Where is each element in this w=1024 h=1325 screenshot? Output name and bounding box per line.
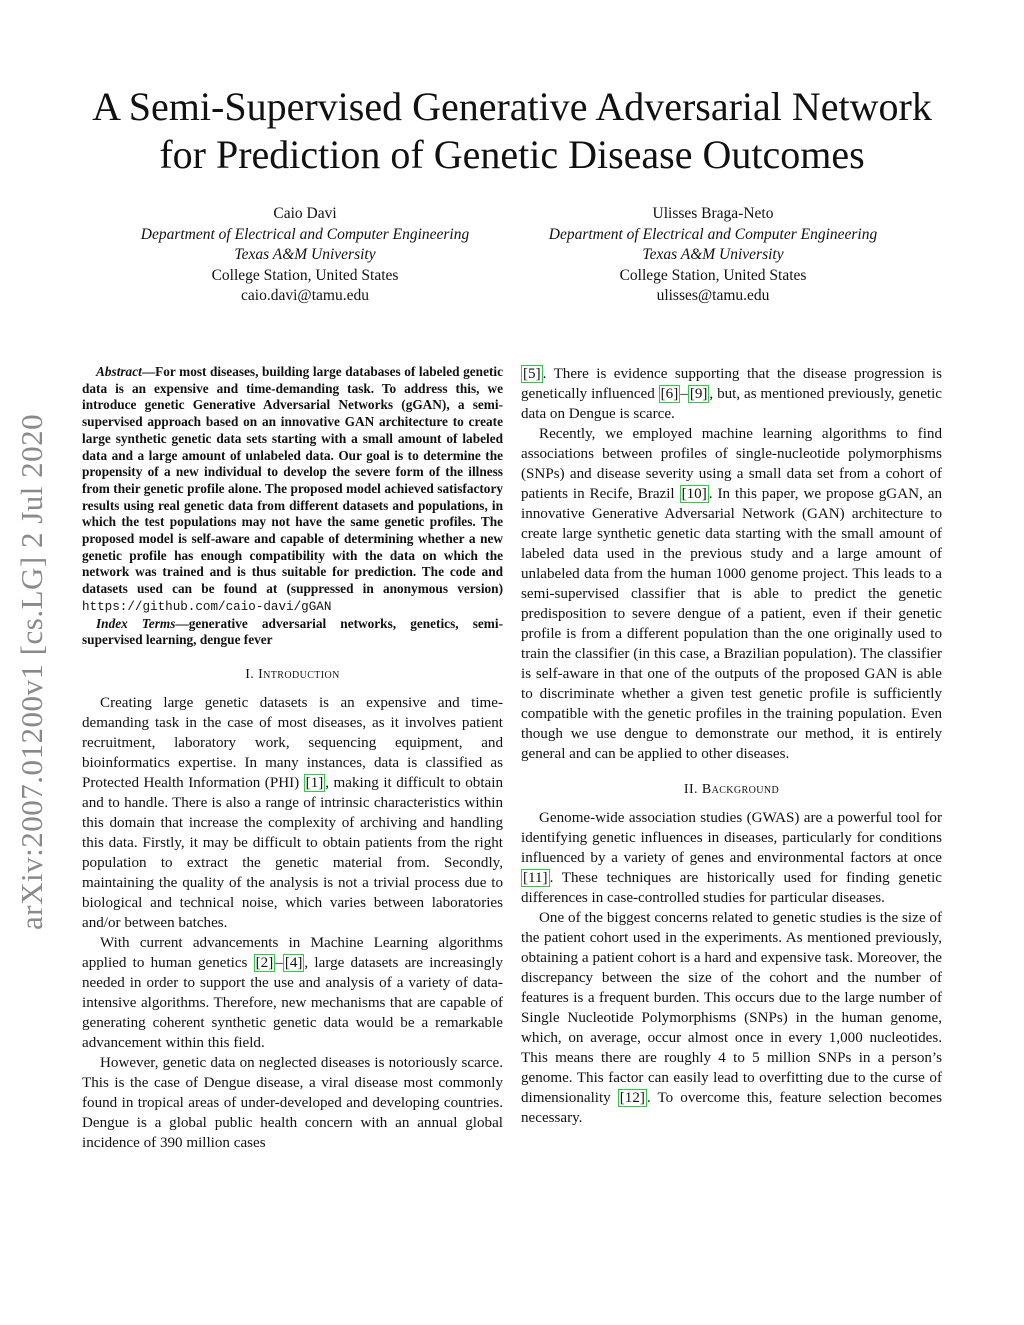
section-heading-introduction: I. Introduction bbox=[245, 666, 340, 682]
author-email[interactable]: caio.davi@tamu.edu bbox=[241, 287, 369, 304]
intro-paragraph-3: However, genetic data on neglected diseases is notoriously scarce. This is the case of Dengue disease, a viral disease most commonly found in tropical areas of under-developed and developing countries. Dengue is a global public health concern with an annual global incidence of 390 million cases bbox=[82, 1054, 503, 1151]
background-paragraph-2 bbox=[521, 908, 942, 1128]
intro-paragraph-3-continued bbox=[521, 364, 942, 424]
author-department: Department of Electrical and Computer Engineering bbox=[140, 225, 470, 243]
author-name: Ulisses Braga-Neto bbox=[652, 205, 774, 222]
text-run: Creating large genetic datasets is an expensive and time-demanding task in the case of most diseases, as it involves patient recruitment, laboratory work, sequencing equipment, and bioinformatics expertise. In many instances, data is classified as Protected Health Information (PHI) bbox=[82, 694, 503, 791]
intro-paragraph-1 bbox=[82, 693, 503, 933]
citation-link[interactable]: [6] bbox=[660, 386, 679, 402]
section-heading-background: II. Background bbox=[683, 782, 780, 797]
intro-paragraph-2 bbox=[82, 933, 503, 1053]
code-url-link[interactable]: https://github.com/caio-davi/gGAN bbox=[82, 599, 332, 614]
text-run: . In this paper, we propose gGAN, an innovative Generative Adversarial Network (GAN) architecture to create large synthetic genetic data starting with the small amount of labeled data used in the previous study and a large amount of unlabeled data from the human 1000 genome project. This leads to a semi-supervised classifier that is able to predict the genetic predisposition to severe dengue of a patient, even if their genetic profile is from a different population than the one originally used to train the classifier (in this case, a Brazilian population). The classifier is self-aware in that one of the outputs of the proposed GAN is able to discriminate whether a given test genetic profile is sufficiently compatible with the genetic profiles in the training population. Even though we use dengue to demonstrate our method, it is entirely general and can be applied to other diseases. bbox=[521, 486, 942, 762]
text-run: , making it difficult to obtain and to handle. There is also a range of intrinsic characteristics within this domain that increase the complexity of archiving and handling this data. Firstly, it may be difficult to obtain patients from the right population to extract the genetic material from. Secondly, maintaining the quality of the analysis is not a trivial process due to biological and technical noise, which varies between laboratories and/or between batches. bbox=[82, 774, 503, 931]
text-run: – bbox=[275, 954, 283, 971]
author-email[interactable]: ulisses@tamu.edu bbox=[656, 287, 770, 304]
text-run: , but, as mentioned previously, genetic data on Dengue is scarce. bbox=[521, 386, 942, 422]
citation-link[interactable]: [10] bbox=[681, 486, 707, 502]
citation-link[interactable]: [12] bbox=[619, 1090, 645, 1106]
background-paragraph-1 bbox=[521, 808, 942, 908]
author-2 bbox=[523, 204, 903, 307]
text-run: . There is evidence supporting that the disease progression is genetically influenced bbox=[521, 366, 942, 402]
abstract-text: —For most diseases, building large databases of labeled genetic data is an expensive and time-demanding task. To address this, we introduce genetic Generative Adversarial Networks (gGAN), a semi-supervised approach based on an innovative GAN architecture to create large synthetic genetic data sets starting with a small amount of labeled data and a large amount of unlabeled data. Our goal is to determine the propensity of a new individual to develop the severe form of the illness from their genetic profile alone. The proposed model achieved satisfactory results using real genetic data from different datasets and populations, in which the test populations may not have the same genetic profiles. The proposed model is self-aware and capable of determining whether a new genetic profile has enough compatibility with the data on which the network was trained and is thus suitable for prediction. The code and datasets used can be found at (suppressed in anonymous version) bbox=[82, 364, 503, 597]
author-university: Texas A&M University bbox=[642, 246, 784, 263]
abstract bbox=[82, 364, 503, 649]
index-terms-text: —generative adversarial networks, genetics, semi-supervised learning, dengue fever bbox=[82, 615, 503, 648]
paper-title bbox=[60, 83, 964, 179]
author-department: Department of Electrical and Computer Engineering bbox=[548, 225, 878, 243]
author-1 bbox=[115, 204, 495, 307]
title-line-1: A Semi-Supervised Generative Adversarial Network bbox=[92, 84, 932, 129]
author-city: College Station, United States bbox=[619, 266, 807, 284]
title-line-2: for Prediction of Genetic Disease Outcomes bbox=[159, 132, 865, 177]
text-run: With current advancements in Machine Learning algorithms applied to human genetics bbox=[82, 934, 503, 971]
intro-paragraph-4 bbox=[521, 424, 942, 764]
text-run: . These techniques are historically used for finding genetic differences in case-controlled studies for particular diseases. bbox=[521, 870, 942, 906]
citation-link[interactable]: [1] bbox=[305, 774, 324, 791]
text-run: – bbox=[680, 386, 688, 402]
right-column bbox=[521, 364, 942, 1128]
citation-link[interactable]: [9] bbox=[689, 386, 708, 402]
arxiv-sidebar-stamp: arXiv:2007.01200v1 [cs.LG] 2 Jul 2020 bbox=[14, 413, 49, 930]
citation-link[interactable]: [2] bbox=[255, 954, 274, 971]
citation-link[interactable]: [11] bbox=[523, 870, 548, 886]
text-run: Recently, we employed machine learning algorithms to find associations between profiles of single-nucleotide polymorphisms (SNPs) and disease severity using a small data set from a cohort of patients in Recife, Brazil bbox=[521, 426, 942, 502]
text-run: Genome-wide association studies (GWAS) are a powerful tool for identifying genetic influences in diseases, particularly for conditions influenced by a variety of genes and environmental factors at once bbox=[521, 810, 942, 866]
left-column bbox=[82, 364, 503, 1153]
abstract-label: Abstract bbox=[96, 364, 142, 379]
citation-link[interactable]: [4] bbox=[284, 954, 303, 971]
author-city: College Station, United States bbox=[211, 266, 399, 284]
citation-link[interactable]: [5] bbox=[523, 366, 541, 382]
text-run: One of the biggest concerns related to genetic studies is the size of the patient cohort used in the experiments. As mentioned previously, obtaining a patient cohort is a hard and expensive task. Moreover, the discrepancy between the size of the cohort and the number of features is a frequent burden. This occurs due to the large number of Single Nucleotide Polymorphisms (SNPs) in the human genome, which, on average, occur almost once in every 1,000 nucleotides. This means there are roughly 4 to 5 million SNPs in a person’s genome. This factor can easily lead to overfitting due to the curse of dimensionality bbox=[521, 910, 942, 1106]
index-terms-label: Index Terms bbox=[96, 615, 176, 631]
text-run: , large datasets are increasingly needed in order to support the use and analysis of a variety of data-intensive algorithms. Therefore, new mechanisms that are capable of generating coherent synthetic genetic data would be a remarkable advancement within this field. bbox=[82, 954, 504, 1051]
author-university: Texas A&M University bbox=[234, 246, 376, 263]
author-name: Caio Davi bbox=[273, 205, 337, 222]
text-run: . To overcome this, feature selection becomes necessary. bbox=[521, 1090, 942, 1126]
